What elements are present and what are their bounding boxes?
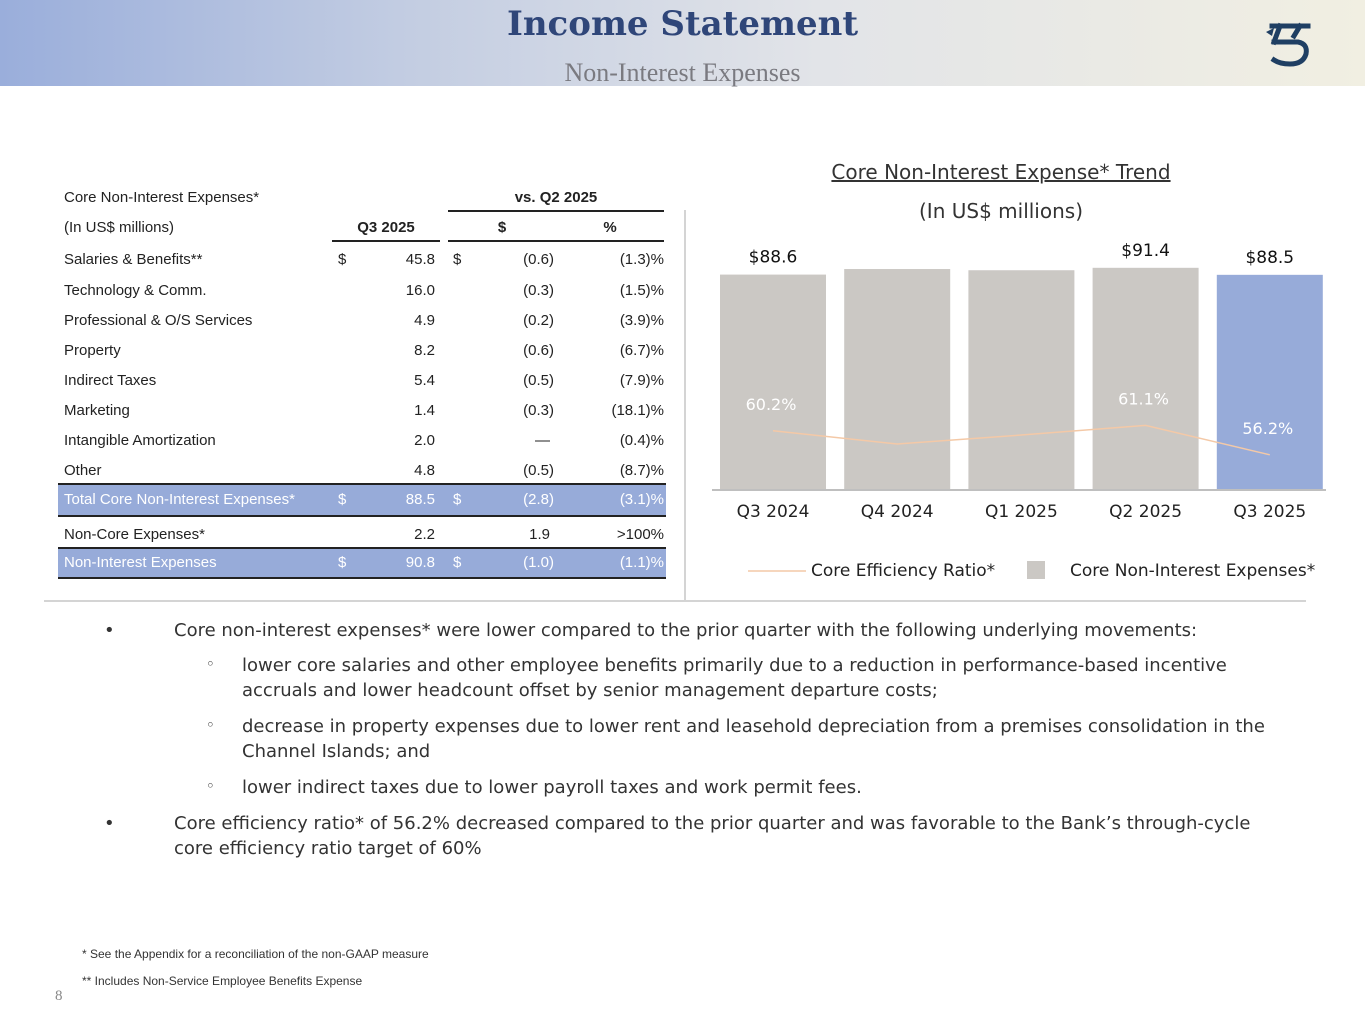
table-row [58, 396, 666, 426]
dollar-change: (0.5) [523, 372, 554, 389]
row-label: Total Core Non-Interest Expenses* [64, 491, 295, 508]
table-header-row [58, 213, 666, 243]
q3-value: 8.2 [414, 342, 435, 359]
row-label: Non-Core Expenses* [64, 526, 205, 543]
table-row [58, 456, 666, 486]
bullet-text: Core non-interest expenses* were lower compared to the prior quarter with the following underlying movements: [174, 620, 1198, 641]
bar-q1-2025 [968, 270, 1074, 489]
q3-value: 1.4 [414, 402, 435, 419]
compare-header: vs. Q2 2025 [514, 189, 598, 206]
currency-mark: $ [338, 491, 347, 508]
legend-bar-swatch [1027, 561, 1045, 579]
pct-change: (3.9)% [619, 312, 664, 329]
dollar-change: (0.5) [523, 462, 554, 479]
table-row [58, 336, 666, 366]
dollar-change: 1.9 [529, 526, 550, 543]
table-row [58, 366, 666, 396]
sub-bullet-circle-icon: ◦ [206, 655, 215, 673]
dollar-change: (0.6) [523, 342, 554, 359]
col-pct-header: % [603, 219, 617, 236]
dollar-change: (2.8) [523, 491, 554, 508]
pct-change: (8.7)% [619, 462, 664, 479]
nie-bottom-rule [58, 577, 666, 579]
row-label: Non-Interest Expenses [64, 554, 217, 571]
pct-change: (1.3)% [619, 251, 664, 268]
x-tick-label: Q4 2024 [860, 502, 934, 522]
page-title: Income Statement [506, 4, 859, 44]
bank-logo-icon [1262, 20, 1316, 70]
horizontal-divider [44, 600, 1306, 602]
total-bottom-rule [58, 515, 666, 517]
row-label: Salaries & Benefits** [64, 251, 203, 268]
row-label: Professional & O/S Services [64, 312, 253, 329]
legend-label: Core Efficiency Ratio* [811, 561, 996, 581]
footnote: ** Includes Non-Service Employee Benefits Expense [82, 974, 363, 988]
x-tick-label: Q2 2025 [1109, 502, 1183, 522]
table-row [58, 245, 666, 275]
table-row [58, 426, 666, 456]
chart-title: Core Non-Interest Expense* Trend [831, 160, 1171, 184]
commentary-bullets [100, 618, 1280, 871]
noncore-row [58, 520, 666, 550]
q3-value: 90.8 [405, 554, 435, 571]
dollar-change: (1.0) [523, 554, 554, 571]
bullet-text: lower core salaries and other employee benefits primarily due to a reduction in performance-based incentive accruals and lower headcount offset by senior management departure costs; [242, 655, 1227, 701]
bullet-dot-icon: • [104, 813, 115, 834]
row-label: Indirect Taxes [64, 372, 157, 389]
currency-mark: $ [453, 251, 462, 268]
currency-mark: $ [453, 491, 462, 508]
pct-change: (18.1)% [611, 402, 664, 419]
ratio-value-label: 56.2% [1242, 418, 1294, 438]
col-vs-rule [448, 240, 664, 242]
currency-mark: $ [453, 554, 462, 571]
sub-bullet-item [100, 653, 1280, 703]
currency-mark: $ [338, 251, 347, 268]
x-tick-label: Q3 2024 [736, 502, 810, 522]
pct-change: (7.9)% [619, 372, 664, 389]
bar-q4-2024 [844, 269, 950, 489]
q3-value: 2.2 [414, 526, 435, 543]
dollar-change: (0.3) [523, 402, 554, 419]
bullet-text: Core efficiency ratio* of 56.2% decreased compared to the prior quarter and was favorable to the Bank’s through-cycle core efficiency ratio target of 60% [174, 813, 1251, 859]
sub-bullet-circle-icon: ◦ [206, 777, 215, 795]
col-q3-header: Q3 2025 [357, 219, 415, 236]
pct-change: (6.7)% [619, 342, 664, 359]
col-q3-rule [332, 240, 440, 242]
x-tick-label: Q3 2025 [1233, 502, 1307, 522]
table-row [58, 306, 666, 336]
ratio-value-label: 60.2% [745, 394, 797, 414]
pct-change: (1.5)% [619, 282, 664, 299]
q3-value: 2.0 [414, 432, 435, 449]
row-label: Other [64, 462, 102, 479]
page-subtitle: Non-Interest Expenses [564, 58, 801, 87]
currency-mark: $ [338, 554, 347, 571]
dollar-change: — [535, 432, 550, 449]
table-title-row [58, 183, 666, 213]
bar-q2-2025 [1093, 268, 1199, 489]
pct-change: (0.4)% [619, 432, 664, 449]
table-title: Core Non-Interest Expenses* [64, 189, 260, 206]
bullet-item [100, 618, 1280, 643]
bar-value-label: $88.5 [1245, 247, 1295, 268]
header-banner [0, 0, 1365, 86]
sub-bullet-item [100, 714, 1280, 764]
bar-q3-2024 [720, 275, 826, 489]
row-label: Technology & Comm. [64, 282, 207, 299]
q3-value: 5.4 [414, 372, 435, 389]
sub-bullet-circle-icon: ◦ [206, 716, 215, 734]
sub-bullet-item [100, 775, 1280, 800]
legend-label: Core Non-Interest Expenses* [1070, 561, 1316, 581]
row-label: Property [64, 342, 121, 359]
q3-value: 4.8 [414, 462, 435, 479]
ratio-value-label: 61.1% [1118, 389, 1170, 409]
bullet-text: lower indirect taxes due to lower payroll taxes and work permit fees. [242, 777, 862, 798]
q3-value: 45.8 [405, 251, 435, 268]
pct-change: >100% [616, 526, 664, 543]
q3-value: 88.5 [405, 491, 435, 508]
bar-value-label: $91.4 [1121, 240, 1170, 261]
x-tick-label: Q1 2025 [984, 502, 1058, 522]
q3-value: 4.9 [414, 312, 435, 329]
row-label: Intangible Amortization [64, 432, 216, 449]
row-label: Marketing [64, 402, 130, 419]
total-row [58, 485, 666, 515]
compare-header-rule [448, 210, 664, 212]
page-number: 8 [55, 988, 63, 1004]
dollar-change: (0.3) [523, 282, 554, 299]
bullet-item [100, 811, 1280, 861]
bar-value-label: $88.6 [748, 247, 798, 268]
expense-trend-chart [700, 230, 1340, 590]
nie-row [58, 549, 666, 577]
bullet-dot-icon: • [104, 620, 115, 641]
pct-change: (1.1)% [619, 554, 664, 571]
table-row [58, 276, 666, 306]
table-unit: (In US$ millions) [64, 219, 175, 236]
chart-subtitle: (In US$ millions) [919, 199, 1083, 223]
dollar-change: (0.2) [523, 312, 554, 329]
bullet-text: decrease in property expenses due to lower rent and leasehold depreciation from a premises consolidation in the Channel Islands; and [242, 716, 1265, 762]
footnote: * See the Appendix for a reconciliation of the non-GAAP measure [82, 947, 429, 961]
bar-q3-2025 [1217, 275, 1323, 489]
col-dollar-header: $ [497, 219, 507, 236]
dollar-change: (0.6) [523, 251, 554, 268]
vertical-divider [684, 210, 686, 600]
pct-change: (3.1)% [619, 491, 664, 508]
q3-value: 16.0 [405, 282, 435, 299]
